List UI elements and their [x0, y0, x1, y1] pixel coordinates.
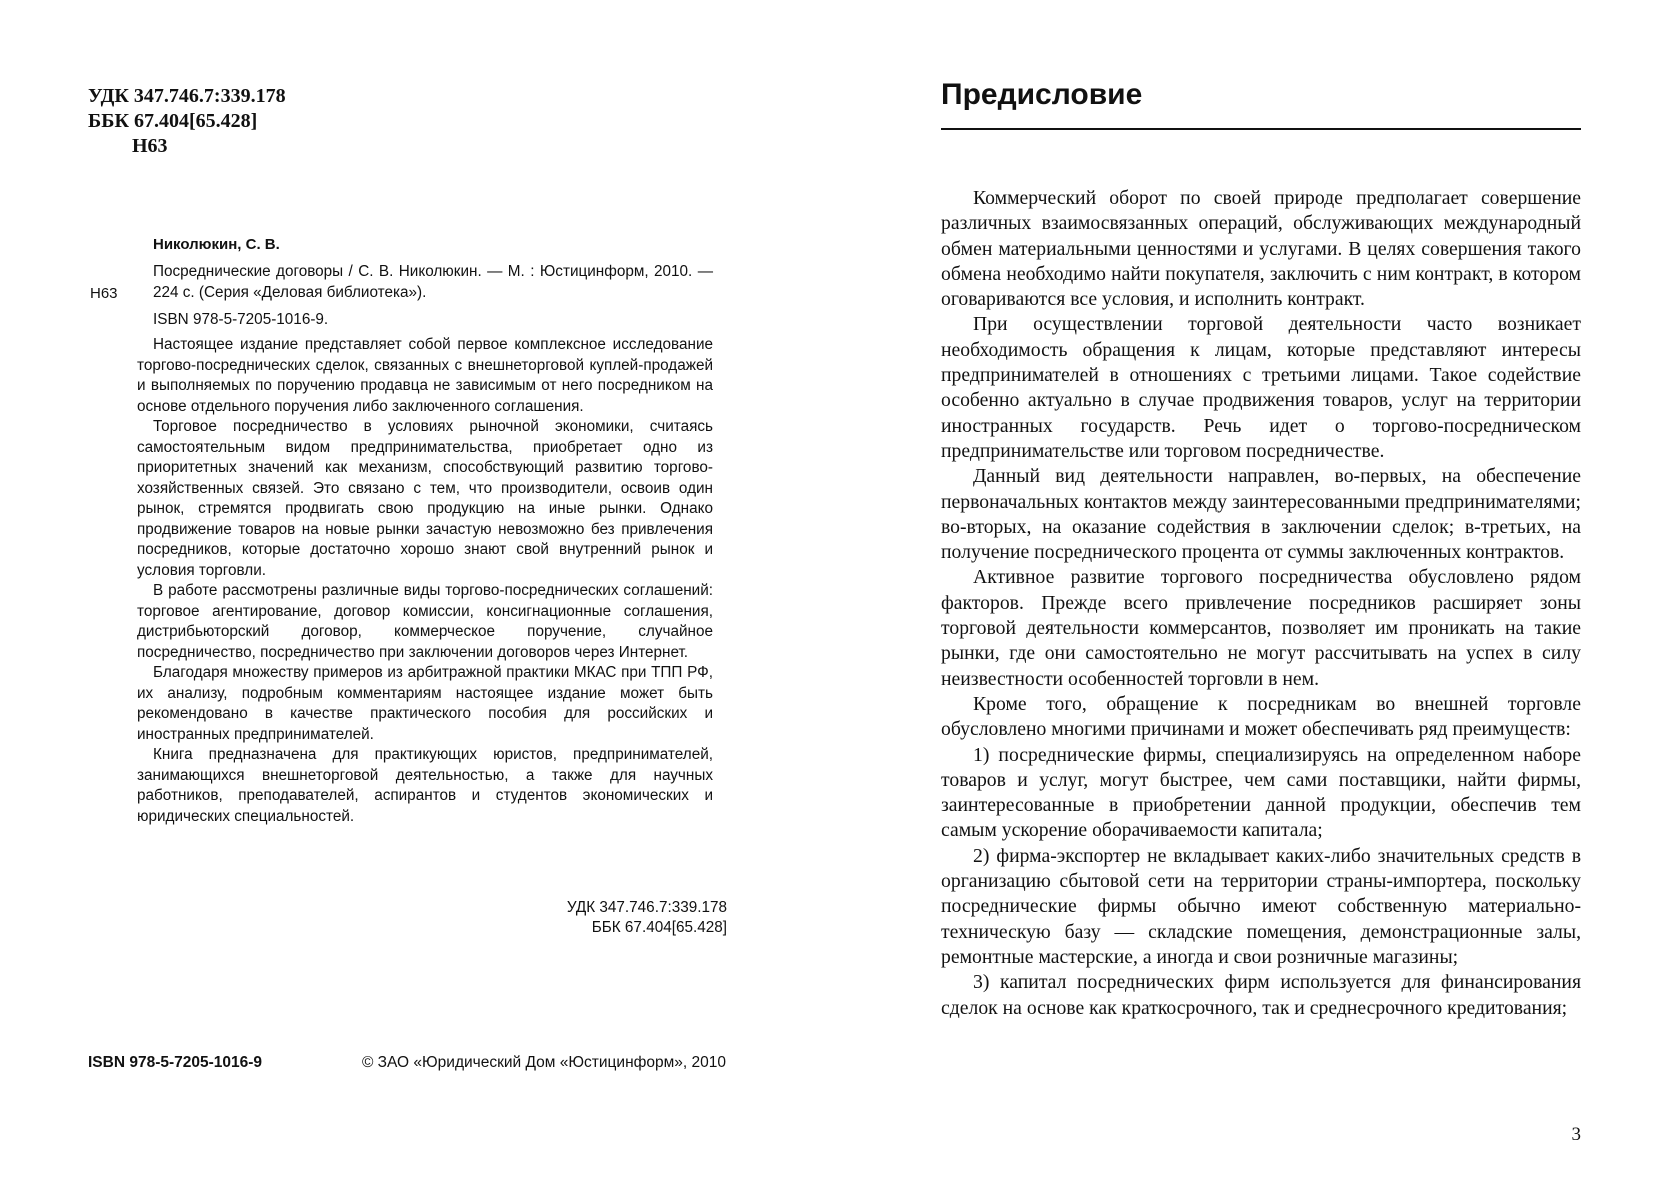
isbn-number: ISBN 978-5-7205-1016-9	[88, 1054, 263, 1071]
abstract-paragraph: Торговое посредничество в условиях рыночной экономики, считаясь самостоятельным видом предпринимательства, приобретает одно из приоритетных значений как механизм, способствующий развитию торгово-хозяйственных связей. Это связано с тем, что производители, освоив один рынок, стремятся продвигать свою продукцию на иные рынки. Однако продвижение товаров на новые рынки зачастую невозможно без привлечения посредников, которые достаточно хорошо знают свой внутренний рынок и условия торговли.	[137, 418, 713, 579]
author-mark: Н63	[132, 135, 168, 157]
preface-text	[941, 186, 1581, 1021]
preface-paragraph: Коммерческий оборот по своей природе предполагает совершение различных взаимосвязанных операций, обслуживающих международный обмен материальными ценностями и услугами. В целях совершения такого обмена необходимо найти покупателя, заключить с ним контракт, в котором оговариваются все условия, и исполнить контракт.	[941, 187, 1581, 311]
author-mark-side: Н63	[90, 285, 118, 302]
preface-paragraph: Активное развитие торгового посредничества обусловлено рядом факторов. Прежде всего привлечение посредников расширяет зоны торговой деятельности коммерсантов, позволяет им проникать на такие рынки, где они самостоятельно не могут рассчитывать на успех в силу неизвестности особенностей торговли в нем.	[941, 566, 1581, 690]
abstract-paragraph: Настоящее издание представляет собой первое комплексное исследование торгово-посреднических сделок, связанных с внешнеторговой куплей-продажей и выполняемых по поручению продавца не зависимым от него посредником на основе отдельного поручения либо заключенного соглашения.	[137, 336, 713, 415]
preface-list-item: 3) капитал посреднических фирм используется для финансирования сделок на основе как краткосрочного, так и среднесрочного кредитования;	[941, 971, 1581, 1019]
preface-list-item: 1) посреднические фирмы, специализируясь на определенном наборе товаров и услуг, могут быстрее, чем сами поставщики, найти фирмы, заинтересованные в приобретении данной продукции, обеспечив тем самым ускорение оборачиваемости капитала;	[941, 743, 1581, 842]
abstract-paragraph: В работе рассмотрены различные виды торгово-посреднических соглашений: торговое агентирование, договор комиссии, консигнационные соглашения, дистрибьюторский договор, коммерческое поручение, случайное посредничество, посредничество при заключении договоров через Интернет.	[137, 582, 713, 661]
udk-code-bottom: УДК 347.746.7:339.178	[566, 899, 727, 916]
bbk-code-bottom: ББК 67.404[65.428]	[591, 919, 727, 936]
preface-paragraph: При осуществлении торговой деятельности часто возникает необходимость обращения к лицам, которые представляют интересы предпринимателей в отношениях с третьими лицами. Такое содействие особенно актуально в случае продвижения товаров, услуг на территории иностранных государств. Речь идет о торгово-посредническом предпринимательстве или торговом посредничестве.	[941, 313, 1581, 462]
author-name: Николюкин, С. В.	[153, 236, 280, 253]
page-number: 3	[1571, 1124, 1581, 1145]
isbn-line: ISBN 978-5-7205-1016-9.	[153, 311, 329, 328]
copyright-notice: © ЗАО «Юридический Дом «Юстицинформ», 2010	[361, 1054, 726, 1071]
classification-codes	[88, 84, 286, 159]
abstract-paragraph: Книга предназначена для практикующих юристов, предпринимателей, занимающихся внешнеторговой деятельностью, а также для научных работников, преподавателей, аспирантов и студентов экономических и юридических специальностей.	[137, 746, 713, 825]
preface-paragraph: Данный вид деятельности направлен, во-первых, на обеспечение первоначальных контактов между заинтересованными предпринимателями; во-вторых, на оказание содействия в заключении сделок; в-третьих, на получение посреднического процента от суммы заключенных контрактов.	[941, 465, 1581, 564]
right-page	[827, 0, 1654, 1199]
bbk-code: ББК 67.404[65.428]	[88, 110, 258, 132]
abstract-paragraph: Благодаря множеству примеров из арбитражной практики МКАС при ТПП РФ, их анализу, подробным комментариям настоящее издание может быть рекомендовано в качестве практического пособия для российских и иностранных предпринимателей.	[137, 664, 713, 743]
title-divider	[941, 128, 1581, 130]
abstract	[137, 335, 713, 827]
page-title: Предисловие	[941, 78, 1143, 111]
preface-paragraph: Кроме того, обращение к посредникам во внешней торговле обусловлено многими причинами и может обеспечивать ряд преимуществ:	[941, 692, 1581, 741]
udk-code: УДК 347.746.7:339.178	[88, 85, 286, 107]
bibliographic-record	[153, 262, 713, 331]
preface-list-item: 2) фирма-экспортер не вкладывает каких-либо значительных средств в организацию сбытовой сети на территории страны-импортера, поскольку посреднические фирмы обычно имеют собственную материально-техническую базу — складские помещения, демонстрационные залы, ремонтные мастерские, а иногда и свои розничные магазины;	[941, 844, 1581, 968]
bibliographic-text: Посреднические договоры / С. В. Николюкин. — М. : Юстицинформ, 2010. — 224 с. (Серия «Деловая библиотека»).	[153, 263, 713, 301]
classification-codes-bottom	[427, 898, 727, 938]
